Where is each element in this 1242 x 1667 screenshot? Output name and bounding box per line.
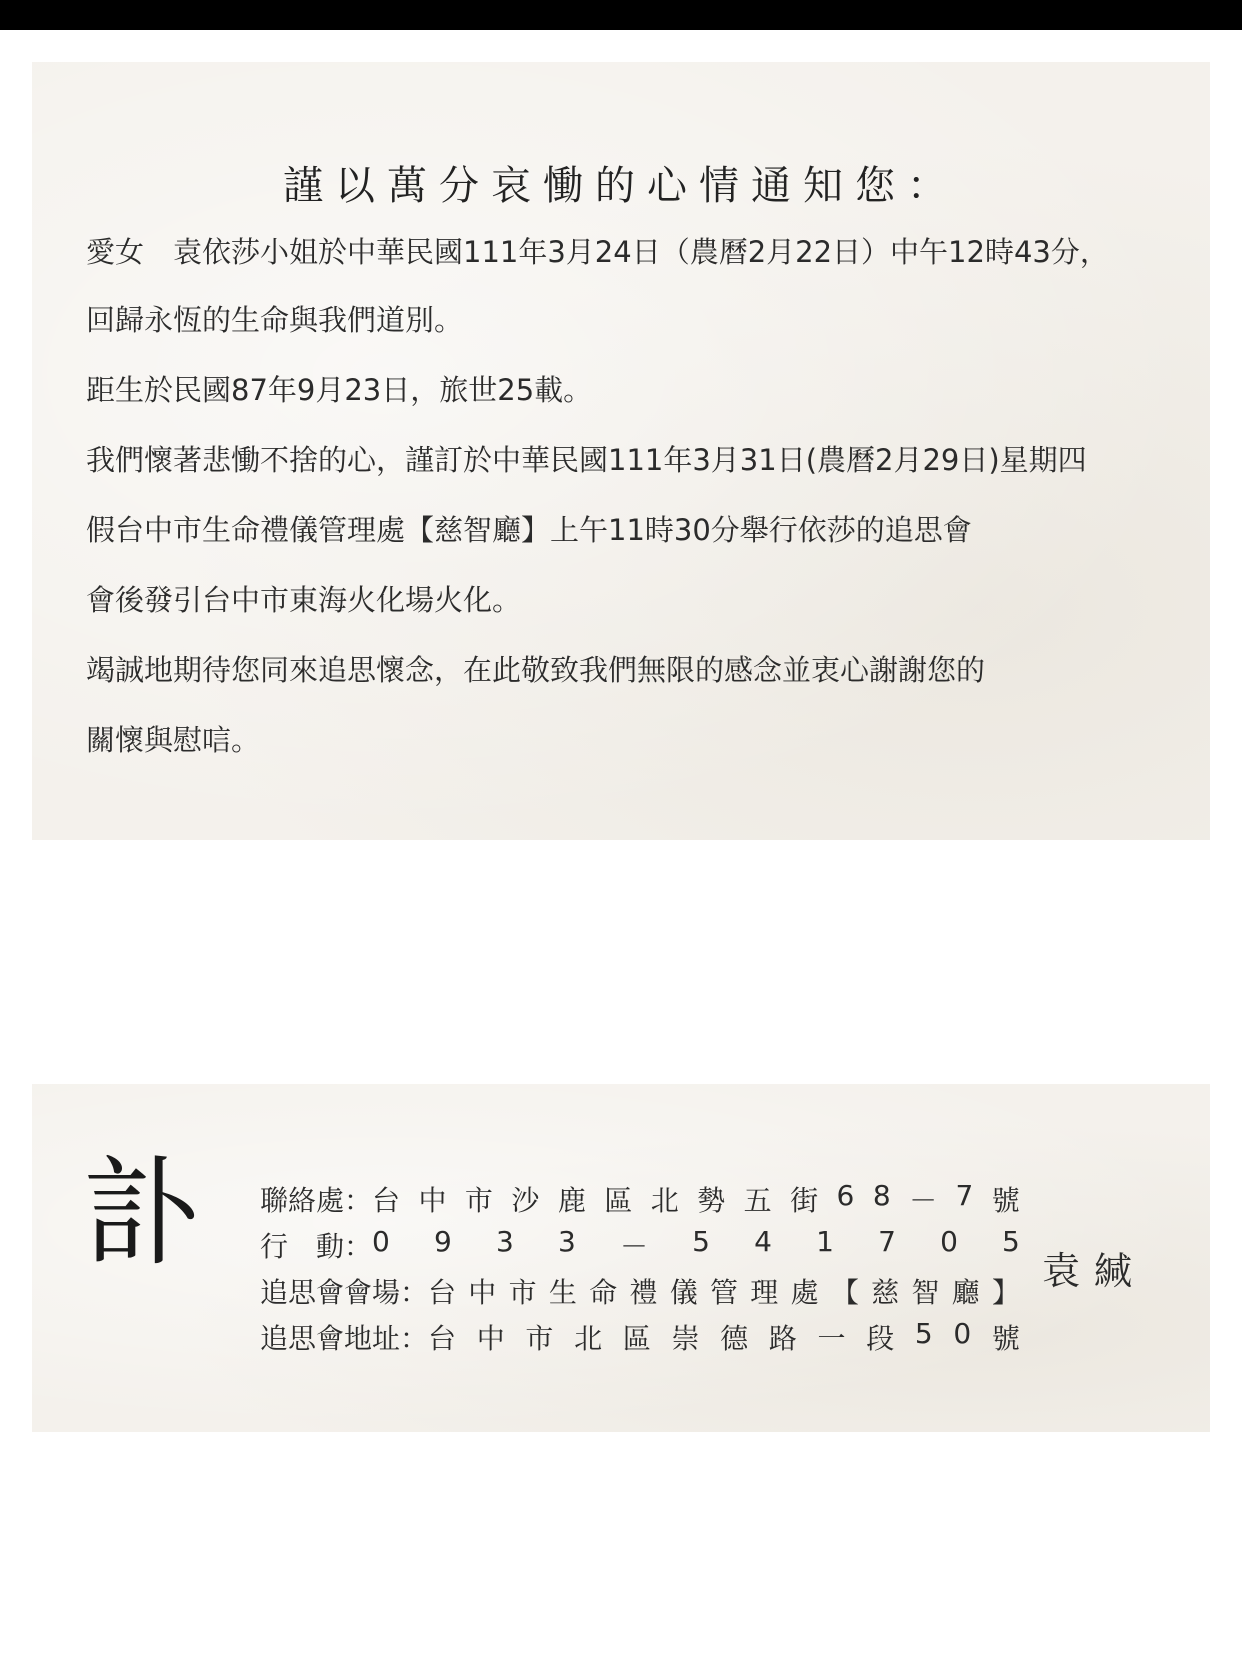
contact-table: [260, 1176, 1020, 1360]
notice-line: 竭誠地期待您同來追思懷念，在此敬致我們無限的感念並衷心謝謝您的: [86, 653, 986, 687]
notice-line: 我們懷著悲慟不捨的心，謹訂於中華民國111年3月31日(農曆2月29日)星期四: [86, 443, 1087, 477]
notice-heading: 謹以萬分哀慟的心情通知您：: [283, 163, 959, 209]
contact-value: 台 中 市 北 區 崇 德 路 一 段 5 0 號: [428, 1317, 1020, 1355]
notice-line: 回歸永恆的生命與我們道別。: [86, 303, 464, 337]
contact-row-venue-address: [260, 1314, 1020, 1360]
notice-line: 愛女 袁依莎小姐於中華民國111年3月24日（農曆2月22日）中午12時43分，: [86, 235, 1109, 269]
status-bar: [0, 0, 1242, 30]
contact-label: 追思會會場：: [260, 1276, 429, 1309]
notice-line: 距生於民國87年9月23日，旅世25載。: [86, 373, 593, 407]
contact-value: 台 中 市 沙 鹿 區 北 勢 五 街 6 8 － 7 號: [372, 1179, 1020, 1217]
obituary-title-char: 訃: [82, 1144, 201, 1282]
contact-value: 台 中 市 生 命 禮 儀 管 理 處 【 慈 智 廳 】: [428, 1276, 1020, 1309]
signer-name: 袁緘: [1042, 1249, 1147, 1293]
notice-line: 關懷與慰唁。: [86, 723, 261, 757]
contact-value: 0 9 3 3 － 5 4 1 7 0 5: [372, 1225, 1020, 1263]
notice-line: 會後發引台中市東海火化場火化。: [86, 583, 522, 617]
contact-card: [32, 1084, 1210, 1432]
contact-label: 行 動：: [260, 1230, 373, 1263]
notice-card: [32, 62, 1210, 840]
notice-line: 假台中市生命禮儀管理處【慈智廳】上午11時30分舉行依莎的追思會: [86, 513, 972, 547]
contact-row-address: [260, 1176, 1020, 1222]
contact-row-venue: [260, 1268, 1020, 1314]
contact-label: 聯絡處：: [260, 1184, 373, 1217]
contact-row-mobile: [260, 1222, 1020, 1268]
contact-label: 追思會地址：: [260, 1322, 429, 1355]
